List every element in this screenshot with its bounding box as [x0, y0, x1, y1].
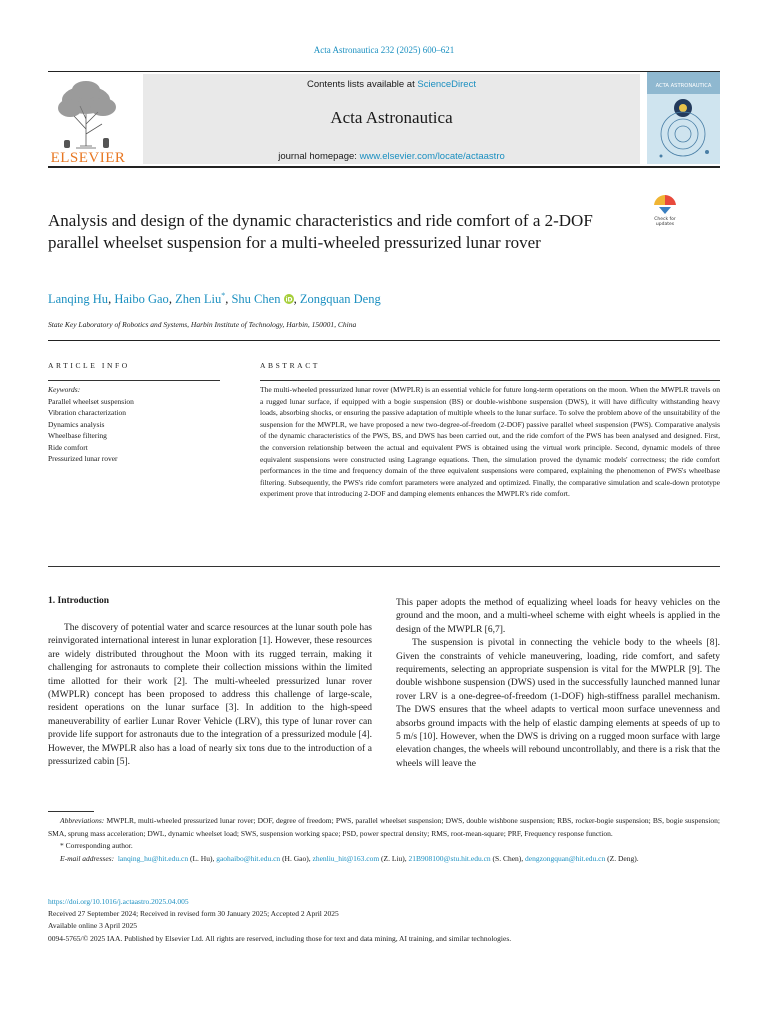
email-addresses: E-mail addresses: lanqing_hu@hit.edu.cn (L. Hu), gaohaibo@hit.edu.cn (H. Gao), zhenliu_hit@163.com (Z. Liu), 21B908100@stu.hit.edu.cn (S. Chen), dengzongquan@hit.edu.cn (Z. Deng). [60, 853, 639, 863]
contents-line [143, 79, 640, 90]
publication-info [48, 896, 720, 945]
body-paragraph: The suspension is pivotal in connecting the vehicle body to the wheels [8]. Given the constraints of vehicle maneuvering, loading, ride comfort, and safety requirements, selecting an appropriate suspension is vital for the MWPLR [9]. The double wishbone suspension (DWS) used in the successfully launched manned lunar rover LRV is a one-degree-of-freedom (1-DOF) high-stiffness parallel mechanism. The DWS ensures that the wheel adapts to vertical moon surface unevenness and absorbs ground impacts with the help of elastic damping elements at speeds of up to 5 m/s [10]. However, when the DWS is driving on a rugged moon surface with large elevation changes, the wheels will rebound uncontrollably, and there is a risk that the wheels will leave the [396, 638, 720, 769]
section-heading-introduction: 1. Introduction [48, 596, 110, 606]
abstract-rule [260, 380, 720, 381]
email-link[interactable]: dengzongquan@hit.edu.cn [525, 853, 606, 863]
abbreviations-text: MWPLR, multi-wheeled pressurized lunar rover; DOF, degree of freedom; PWS, parallel wheelset suspension; DWS, double wishbone suspension; RBS, rocker-bogie suspension; BS, bogie suspension; SMA, sprung mass acceleration; DWL, dynamic wheelset load; SWS, suspension working space; PSD, power spectral density; RMS, root-mean-square; PRF, Frequency response function. [48, 816, 720, 838]
copyright-notice: 0094-5765/© 2025 IAA. Published by Elsevier Ltd. All rights are reserved, including those for text and data mining, AI training, and similar technologies. [48, 933, 512, 943]
keyword: Parallel wheelset suspension [48, 396, 134, 406]
svg-text:iD: iD [285, 296, 293, 304]
check-for-updates-icon[interactable] [650, 193, 680, 227]
keywords-label: Keywords: [48, 385, 81, 394]
email-label: E-mail addresses: [60, 853, 115, 863]
email-link[interactable]: zhenliu_hit@163.com [312, 853, 380, 863]
journal-reference[interactable]: Acta Astronautica 232 (2025) 600–621 [313, 45, 455, 55]
footnote-rule [48, 811, 94, 812]
header-rule-bottom [48, 166, 720, 168]
author-name[interactable]: Shu Chen [231, 292, 281, 307]
keyword: Vibration characterization [48, 408, 127, 417]
orcid-icon[interactable] [284, 294, 294, 304]
abstract-bottom-rule [48, 566, 720, 567]
abbreviations-label: Abbreviations: [60, 816, 105, 825]
abstract-text: The multi-wheeled pressurized lunar rover (MWPLR) is an essential vehicle for future long-term operations on the moon. When the MWPLR travels on a rugged lunar surface, if equipped with a bogie suspension (BS) or double-wishbone suspension (DWS), it will have difficulty withstanding heavy loads, absorbing shocks, or ensuring the passive adaptation of multiple wheels to the lunar surface. To solve the problem above of the unsuitability of the suspension for the MWPLR, we have proposed a new two-degree-of-freedom (2-DOF) passive parallel wheel suspension (PWS). Comparative analysis of the dynamic characteristics of the PWS, BS, and DWS has been carried out, and the ride comfort of the PWS has been analysed and designed. First, the conversion relationship between the actual and equivalent PWS is obtained using the virtual work principle. Second, dynamic models of three equivalent suspensions were constructed using Lagrange equations. Then, the simulation proved the dynamic models' correctness; the ride comfort performances in the time and frequency domain of the three equivalent suspensions were compared, explaining the phenomenon of PWS's wheelbase filtering. Subsequently, the PWS's ride comfort parameters were analyzed and optimized. Finally, the comparative simulation and scale-down prototype experiment prove that introducing 2-DOF and damping elements enhances the MWPLR's ride comfort. [260, 385, 720, 499]
author-name[interactable]: Haibo Gao [114, 292, 169, 307]
footnotes [48, 815, 720, 865]
journal-cover-thumbnail[interactable] [647, 72, 720, 164]
email-link[interactable]: lanqing_hu@hit.edu.cn [117, 853, 189, 863]
header-rule-top [48, 71, 720, 72]
svg-text:updates: updates [655, 222, 675, 227]
contents-prefix: Contents lists available at [307, 79, 418, 90]
available-online: Available online 3 April 2025 [48, 921, 138, 931]
author-name[interactable]: Zhen Liu [175, 292, 222, 307]
keyword: Dynamics analysis [48, 419, 105, 429]
author-name[interactable]: Lanqing Hu [48, 292, 109, 307]
doi-link[interactable]: https://doi.org/10.1016/j.actaastro.2025.04.005 [48, 897, 189, 906]
author-list: Lanqing Hu, Haibo Gao, Zhen Liu*, Shu Chen iD , Zongquan Deng [48, 291, 381, 307]
article-info-rule [48, 380, 220, 381]
abstract-heading: ABSTRACT [260, 361, 320, 370]
article-title: Analysis and design of the dynamic characteristics and ride comfort of a 2-DOF parallel wheelset suspension for a multi-wheeled pressurized lunar rover [48, 211, 593, 252]
elsevier-wordmark: ELSEVIER [50, 150, 126, 166]
keywords-block [48, 384, 228, 465]
section-rule [48, 340, 720, 341]
cover-label: ACTA ASTRONAUTICA [655, 83, 712, 89]
affiliation: State Key Laboratory of Robotics and Systems, Harbin Institute of Technology, Harbin, 150001, China [48, 320, 357, 329]
keyword: Ride comfort [48, 442, 88, 452]
corresponding-author-mark[interactable]: * [221, 291, 226, 300]
homepage-link[interactable]: www.elsevier.com/locate/actaastro [359, 151, 505, 162]
keyword: Wheelbase filtering [48, 431, 107, 440]
homepage-prefix: journal homepage: [278, 151, 360, 162]
article-info-heading: ARTICLE INFO [48, 361, 130, 370]
journal-title: Acta Astronautica [330, 108, 453, 127]
body-column-left [48, 622, 372, 769]
keyword: Pressurized lunar rover [48, 454, 118, 463]
body-paragraph: This paper adopts the method of equalizing wheel loads for heavy vehicles on the ground and the moon, and a multi-wheel scheme with eight wheels is applied in the design of the MWPLR [6,7]. [396, 598, 720, 635]
body-paragraph: The discovery of potential water and scarce resources at the lunar south pole has reinvigorated international interest in lunar exploration [1]. However, these resources are widely distributed throughout the Moon with its rugged terrain, making it challenging for astronauts to complete their collection missions within the limited time allotted for their work [2]. The multi-wheeled pressurized lunar rover (MWPLR) concept has been proposed to address this challenge of large-scale, resident operations on the lunar surface [3]. In addition to the high-speed maneuverability of earlier Lunar Rover Vehicle (LRV), this type of lunar rover can provide life support for astronauts due to the integration of a pressurized module [4]. However, the MWPLR also has a load of nearly six tons due to the introduction of a pressurized cabin [5]. [48, 623, 372, 768]
svg-text:Check for: Check for [654, 217, 676, 222]
publication-history: Received 27 September 2024; Received in revised form 30 January 2025; Accepted 2 April 2025 [48, 909, 339, 919]
sciencedirect-link[interactable]: ScienceDirect [417, 79, 476, 90]
abbreviations-note [48, 815, 720, 840]
body-column-right [396, 597, 720, 771]
author-name[interactable]: Zongquan Deng [299, 292, 381, 307]
homepage-line [143, 151, 640, 162]
email-link[interactable]: gaohaibo@hit.edu.cn [216, 853, 281, 863]
corresponding-author-note: * Corresponding author. [60, 841, 133, 851]
email-link[interactable]: 21B908100@stu.hit.edu.cn [408, 853, 491, 863]
